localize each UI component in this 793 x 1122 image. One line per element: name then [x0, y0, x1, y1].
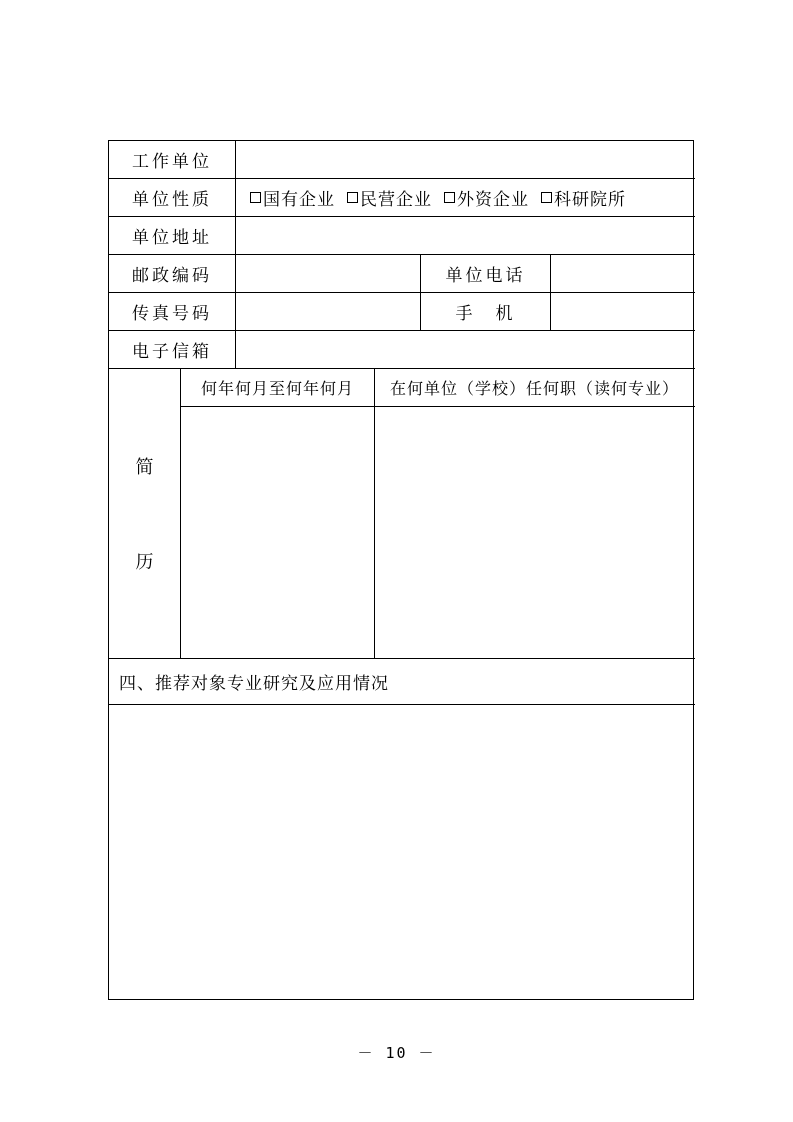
mobile-label: 手 机	[455, 304, 516, 324]
option-research-institute[interactable]	[541, 185, 626, 210]
section4-content-field[interactable]	[109, 705, 694, 999]
checkbox[interactable]	[541, 192, 552, 203]
resume-label-bottom: 历	[135, 552, 154, 573]
resume-position-header: 在何单位（学校）任何职（读何专业）	[389, 379, 679, 398]
unit-address-label: 单位地址	[132, 228, 212, 248]
fax-label: 传真号码	[132, 304, 212, 324]
option-label: 国有企业	[263, 190, 335, 210]
mobile-field[interactable]	[551, 293, 694, 330]
checkbox[interactable]	[444, 192, 455, 203]
resume-period-field[interactable]	[181, 407, 374, 658]
email-field[interactable]	[236, 331, 694, 368]
work-unit-label: 工作单位	[132, 152, 212, 172]
unit-nature-options	[236, 179, 694, 216]
resume-position-field[interactable]	[375, 407, 694, 658]
option-label: 民营企业	[360, 190, 432, 210]
page-number: － 10 －	[357, 1044, 436, 1062]
postal-code-field[interactable]	[236, 255, 420, 292]
email-label: 电子信箱	[132, 342, 212, 362]
checkbox[interactable]	[347, 192, 358, 203]
resume-label-top: 简	[135, 457, 154, 478]
option-label: 外资企业	[457, 190, 529, 210]
option-state-owned[interactable]	[250, 185, 335, 210]
unit-nature-label: 单位性质	[132, 190, 212, 210]
postal-code-label: 邮政编码	[132, 266, 212, 286]
unit-phone-field[interactable]	[551, 255, 694, 292]
unit-phone-label: 单位电话	[445, 266, 526, 286]
resume-period-header: 何年何月至何年何月	[200, 379, 354, 398]
recommendation-form-table	[108, 140, 694, 1000]
section4-title: 四、推荐对象专业研究及应用情况	[119, 674, 389, 694]
work-unit-field[interactable]	[236, 141, 694, 178]
option-private[interactable]	[347, 185, 432, 210]
option-foreign[interactable]	[444, 185, 529, 210]
fax-field[interactable]	[236, 293, 420, 330]
unit-address-field[interactable]	[236, 217, 694, 254]
checkbox[interactable]	[250, 192, 261, 203]
option-label: 科研院所	[554, 190, 626, 210]
